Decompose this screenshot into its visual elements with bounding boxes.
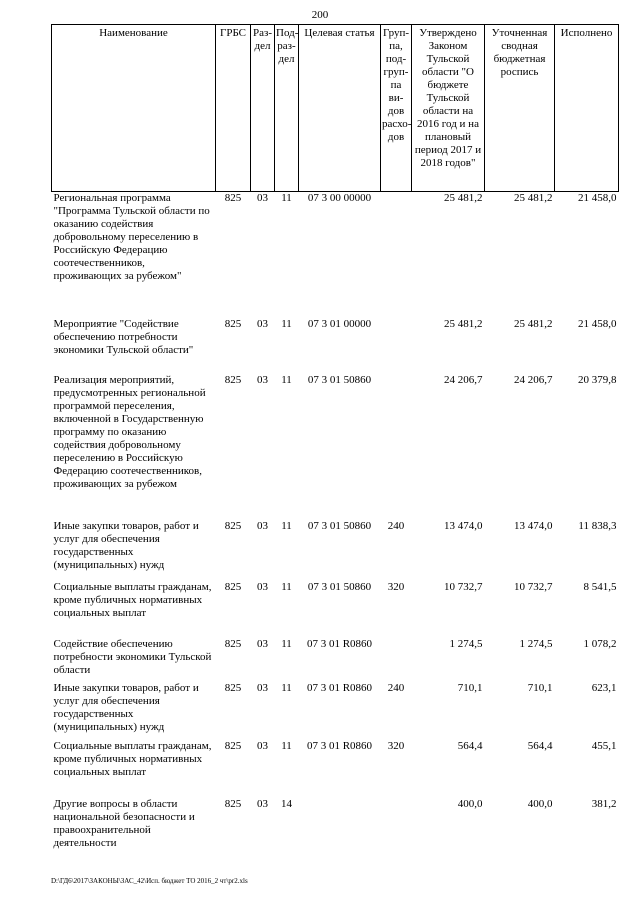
cell-approved: 710,1 bbox=[457, 681, 483, 694]
cell-razdel: 03 bbox=[257, 580, 268, 593]
file-path-footer: D:\ГД6\2017\ЗАКОНЫ\ЗАС_42\Исп. бюджет ТО 2016_2 чт\pr2.xls bbox=[51, 877, 248, 885]
cell-revised: 25 481,2 bbox=[514, 317, 553, 330]
cell-approved: 13 474,0 bbox=[444, 519, 483, 532]
cell-article: 07 3 00 00000 bbox=[307, 192, 372, 204]
cell-group: 320 bbox=[387, 739, 405, 752]
cell-article: 07 3 01 00000 bbox=[307, 317, 372, 330]
cell-approved: 25 481,2 bbox=[444, 192, 483, 204]
cell-name: Мероприятие "Содействие обеспечению потребности экономики Тульской области" bbox=[53, 317, 194, 356]
budget-table bbox=[51, 24, 619, 856]
cell-name: Региональная программа "Программа Тульской области по оказанию содействия добровольному переселению в Российскую Федерацию соотечественников, проживающих за рубежом" bbox=[53, 192, 210, 282]
cell-name: Содействие обеспечению потребности экономики Тульской области bbox=[53, 637, 212, 676]
cell-group bbox=[381, 798, 412, 856]
cell-podrazdel: 11 bbox=[281, 192, 292, 204]
table-row bbox=[52, 638, 619, 682]
column-header-group: Груп-па, под-груп-па ви-дов расхо-дов bbox=[381, 25, 412, 192]
table-row bbox=[52, 682, 619, 740]
table-row bbox=[52, 318, 619, 374]
page-number: 200 bbox=[311, 9, 329, 21]
cell-executed: 20 379,8 bbox=[578, 373, 617, 386]
cell-name: Социальные выплаты гражданам, кроме публичных нормативных социальных выплат bbox=[53, 580, 212, 619]
cell-podrazdel: 11 bbox=[281, 317, 292, 330]
column-header-podrazdel: Под-раз-дел bbox=[275, 25, 299, 192]
cell-razdel: 03 bbox=[257, 681, 268, 694]
cell-grbs: 825 bbox=[224, 739, 242, 752]
cell-article: 07 3 01 R0860 bbox=[306, 637, 373, 650]
cell-article: 07 3 01 R0860 bbox=[306, 681, 373, 694]
cell-name: Социальные выплаты гражданам, кроме публичных нормативных социальных выплат bbox=[53, 739, 212, 778]
cell-podrazdel: 11 bbox=[281, 373, 292, 386]
cell-article: 07 3 01 50860 bbox=[307, 373, 372, 386]
cell-approved: 400,0 bbox=[457, 797, 483, 810]
cell-group: 240 bbox=[387, 519, 405, 532]
cell-approved: 10 732,7 bbox=[444, 580, 483, 593]
cell-approved: 1 274,5 bbox=[449, 637, 483, 650]
cell-approved: 24 206,7 bbox=[444, 373, 483, 386]
cell-executed: 623,1 bbox=[591, 681, 617, 694]
cell-revised: 13 474,0 bbox=[514, 519, 553, 532]
cell-podrazdel: 11 bbox=[281, 637, 292, 650]
cell-grbs: 825 bbox=[224, 373, 242, 386]
cell-razdel: 03 bbox=[257, 373, 268, 386]
cell-article: 07 3 01 R0860 bbox=[306, 739, 373, 752]
cell-razdel: 03 bbox=[257, 192, 268, 204]
cell-revised: 1 274,5 bbox=[519, 637, 553, 650]
cell-podrazdel: 11 bbox=[281, 681, 292, 694]
column-header-razdel: Раз-дел bbox=[251, 25, 275, 192]
table-row bbox=[52, 740, 619, 798]
cell-executed: 11 838,3 bbox=[578, 519, 617, 532]
cell-podrazdel: 11 bbox=[281, 739, 292, 752]
cell-revised: 24 206,7 bbox=[514, 373, 553, 386]
cell-revised: 10 732,7 bbox=[514, 580, 553, 593]
cell-group bbox=[381, 638, 412, 682]
cell-group: 240 bbox=[387, 681, 405, 694]
cell-revised: 564,4 bbox=[527, 739, 553, 752]
cell-razdel: 03 bbox=[257, 519, 268, 532]
table-row bbox=[52, 581, 619, 638]
table-row bbox=[52, 374, 619, 520]
cell-executed: 381,2 bbox=[591, 797, 617, 810]
cell-razdel: 03 bbox=[257, 797, 268, 810]
cell-razdel: 03 bbox=[257, 739, 268, 752]
column-header-revised: Уточненная сводная бюджетная роспись bbox=[485, 25, 555, 192]
cell-podrazdel: 14 bbox=[281, 797, 292, 810]
cell-grbs: 825 bbox=[224, 519, 242, 532]
table-row bbox=[52, 798, 619, 856]
column-header-approved: Утверждено Законом Тульской области "О бюджете Тульской области на 2016 год и на плановый период 2017 и 2018 годов" bbox=[412, 25, 485, 192]
cell-razdel: 03 bbox=[257, 637, 268, 650]
cell-article: 07 3 01 50860 bbox=[307, 580, 372, 593]
cell-name: Иные закупки товаров, работ и услуг для обеспечения государственных (муниципальных) нужд bbox=[53, 681, 199, 733]
cell-group bbox=[381, 318, 412, 374]
cell-revised: 710,1 bbox=[527, 681, 553, 694]
cell-executed: 1 078,2 bbox=[583, 637, 617, 650]
cell-article bbox=[299, 798, 381, 856]
column-header-executed: Исполнено bbox=[555, 25, 619, 192]
table-row bbox=[52, 520, 619, 581]
table-header-row bbox=[52, 25, 619, 192]
cell-group: 320 bbox=[387, 580, 405, 593]
cell-approved: 25 481,2 bbox=[444, 317, 483, 330]
cell-podrazdel: 11 bbox=[281, 580, 292, 593]
cell-name: Другие вопросы в области национальной безопасности и правоохранительной деятельности bbox=[53, 797, 195, 849]
cell-razdel: 03 bbox=[257, 317, 268, 330]
cell-revised: 400,0 bbox=[527, 797, 553, 810]
cell-podrazdel: 11 bbox=[281, 519, 292, 532]
cell-executed: 21 458,0 bbox=[578, 317, 617, 330]
cell-group bbox=[381, 192, 412, 318]
table-row bbox=[52, 192, 619, 318]
column-header-name: Наименование bbox=[52, 25, 216, 192]
cell-grbs: 825 bbox=[224, 797, 242, 810]
cell-executed: 21 458,0 bbox=[578, 192, 617, 204]
cell-approved: 564,4 bbox=[457, 739, 483, 752]
cell-name: Реализация мероприятий, предусмотренных региональной программой переселения, включенной в Государственную программу по оказанию содействия добровольному переселению в Российскую Федерацию соотечественников, проживающих за рубежом bbox=[53, 373, 206, 490]
cell-group bbox=[381, 374, 412, 520]
column-header-article: Целевая статья bbox=[299, 25, 381, 192]
cell-article: 07 3 01 50860 bbox=[307, 519, 372, 532]
cell-grbs: 825 bbox=[224, 192, 242, 204]
cell-executed: 8 541,5 bbox=[583, 580, 617, 593]
cell-revised: 25 481,2 bbox=[514, 192, 553, 204]
cell-name: Иные закупки товаров, работ и услуг для обеспечения государственных (муниципальных) нужд bbox=[53, 519, 199, 571]
column-header-grbs: ГРБС bbox=[216, 25, 251, 192]
cell-executed: 455,1 bbox=[591, 739, 617, 752]
cell-grbs: 825 bbox=[224, 637, 242, 650]
cell-grbs: 825 bbox=[224, 681, 242, 694]
cell-grbs: 825 bbox=[224, 317, 242, 330]
cell-grbs: 825 bbox=[224, 580, 242, 593]
